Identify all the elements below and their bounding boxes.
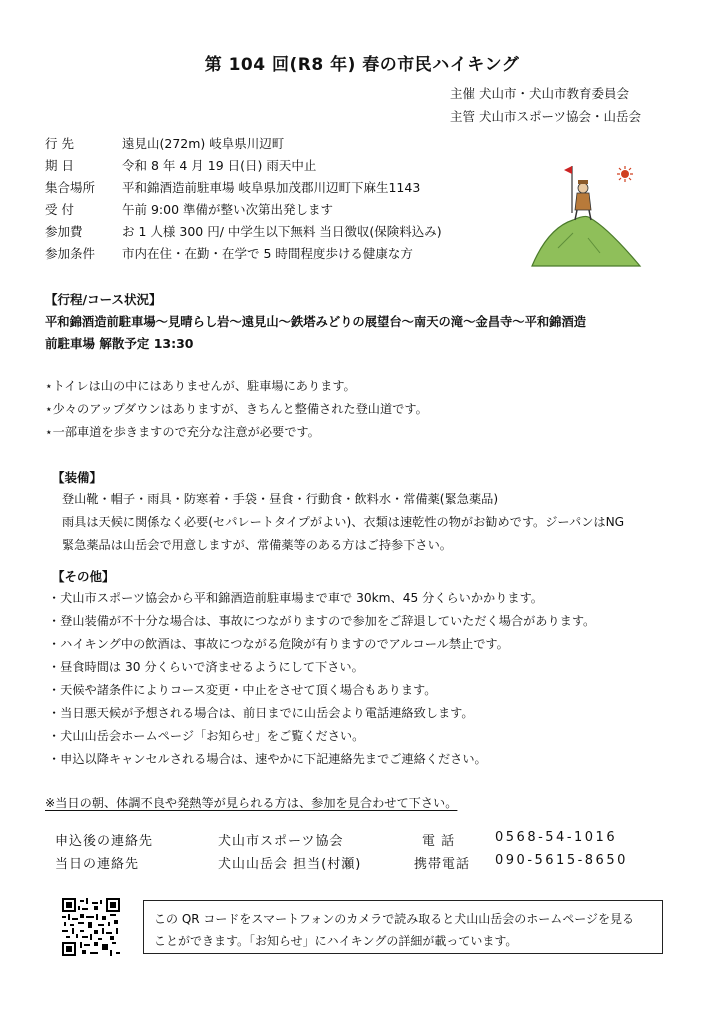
health-warning: ※当日の朝、体調不良や発熱等が見られる方は、参加を見合わせて下さい。 xyxy=(45,796,458,810)
info-value-meeting-place: 平和錦酒造前駐車場 岐阜県加茂郡川辺町下麻生1143 xyxy=(122,180,421,195)
organizer: 主催 犬山市・犬山市教育委員会 xyxy=(450,86,629,101)
other-line: ・天候や諸条件によりコース変更・中止をさせて頂く場合もあります。 xyxy=(48,683,437,697)
qr-code-icon[interactable] xyxy=(62,898,120,956)
contact-phone-label: 携帯電話 xyxy=(414,857,471,872)
info-label-fee: 参加費 xyxy=(45,224,83,239)
contact-phone[interactable]: 090-5615-8650 xyxy=(495,853,628,868)
course-heading: 【行程/コース状況】 xyxy=(45,292,162,307)
contact-org: 犬山市スポーツ協会 xyxy=(218,834,344,849)
other-line: ・当日悪天候が予想される場合は、前日までに山岳会より電話連絡致します。 xyxy=(48,706,474,720)
sun-icon xyxy=(617,166,633,182)
info-label-date: 期 日 xyxy=(45,158,74,173)
star-note: ⋆少々のアップダウンはありますが、きちんと整備された登山道です。 xyxy=(45,402,428,416)
info-value-destination: 遠見山(272m) 岐阜県川辺町 xyxy=(122,136,285,151)
info-value-fee: お 1 人様 300 円/ 中学生以下無料 当日徴収(保険料込み) xyxy=(122,224,442,239)
qr-note-line: この QR コードをスマートフォンのカメラで読み取ると犬山山岳会のホームページを見る xyxy=(154,912,634,926)
hiker-illustration xyxy=(528,158,644,268)
other-line: ・登山装備が不十分な場合は、事故につながりますので参加をご辞退していただく場合があります。 xyxy=(48,614,596,628)
mountain-shape xyxy=(532,216,640,266)
info-value-date: 令和 8 年 4 月 19 日(日) 雨天中止 xyxy=(122,158,317,173)
equipment-line: 緊急薬品は山岳会で用意しますが、常備薬等のある方はご持参下さい。 xyxy=(62,538,452,552)
contact-phone-label: 電 話 xyxy=(422,834,456,849)
info-value-conditions: 市内在住・在勤・在学で 5 時間程度歩ける健康な方 xyxy=(122,246,413,261)
info-label-reception: 受 付 xyxy=(45,202,74,217)
contact-label: 申込後の連絡先 xyxy=(55,834,154,849)
other-line: ・犬山市スポーツ協会から平和錦酒造前駐車場まで車で 30km、45 分くらいかかります。 xyxy=(48,591,543,605)
info-label-meeting-place: 集合場所 xyxy=(45,180,96,195)
qr-note-line: ことができます。「お知らせ」にハイキングの詳細が載っています。 xyxy=(154,934,518,948)
qr-note-box xyxy=(143,900,663,954)
flag-icon xyxy=(564,166,572,174)
contact-phone[interactable]: 0568-54-1016 xyxy=(495,830,618,845)
info-label-destination: 行 先 xyxy=(45,136,74,151)
page-title: 第 104 回(R8 年) 春の市民ハイキング xyxy=(204,55,520,75)
equipment-line: 雨具は天候に関係なく必要(セパレートタイプがよい)、衣類は速乾性の物がお勧めです。ジーパンはNG xyxy=(62,515,625,529)
other-heading: 【その他】 xyxy=(52,569,115,584)
other-line: ・申込以降キャンセルされる場合は、速やかに下記連絡先までご連絡ください。 xyxy=(48,752,487,766)
other-line: ・犬山山岳会ホームページ「お知らせ」をご覧ください。 xyxy=(48,729,365,743)
info-label-conditions: 参加条件 xyxy=(45,246,96,261)
course-dismissal: 前駐車場 解散予定 13:30 xyxy=(45,336,194,351)
equipment-line: 登山靴・帽子・雨具・防寒着・手袋・昼食・行動食・飲料水・常備薬(緊急薬品) xyxy=(62,492,499,506)
info-value-reception: 午前 9:00 準備が整い次第出発します xyxy=(122,202,334,217)
other-line: ・ハイキング中の飲酒は、事故につながる危険が有りますのでアルコール禁止です。 xyxy=(48,637,509,651)
star-note: ⋆一部車道を歩きますので充分な注意が必要です。 xyxy=(45,425,320,439)
star-note: ⋆トイレは山の中にはありませんが、駐車場にあります。 xyxy=(45,379,356,393)
contact-org: 犬山山岳会 担当(村瀬) xyxy=(218,857,362,872)
course-route: 平和錦酒造前駐車場～見晴らし岩～遠見山～鉄塔みどりの展望台～南天の滝～金昌寺～平和錦酒造 xyxy=(45,315,587,329)
contact-label: 当日の連絡先 xyxy=(55,857,140,872)
equipment-heading: 【装備】 xyxy=(52,470,103,485)
manager: 主管 犬山市スポーツ協会・山岳会 xyxy=(450,109,641,124)
other-line: ・昼食時間は 30 分くらいで済ませるようにして下さい。 xyxy=(48,660,364,674)
